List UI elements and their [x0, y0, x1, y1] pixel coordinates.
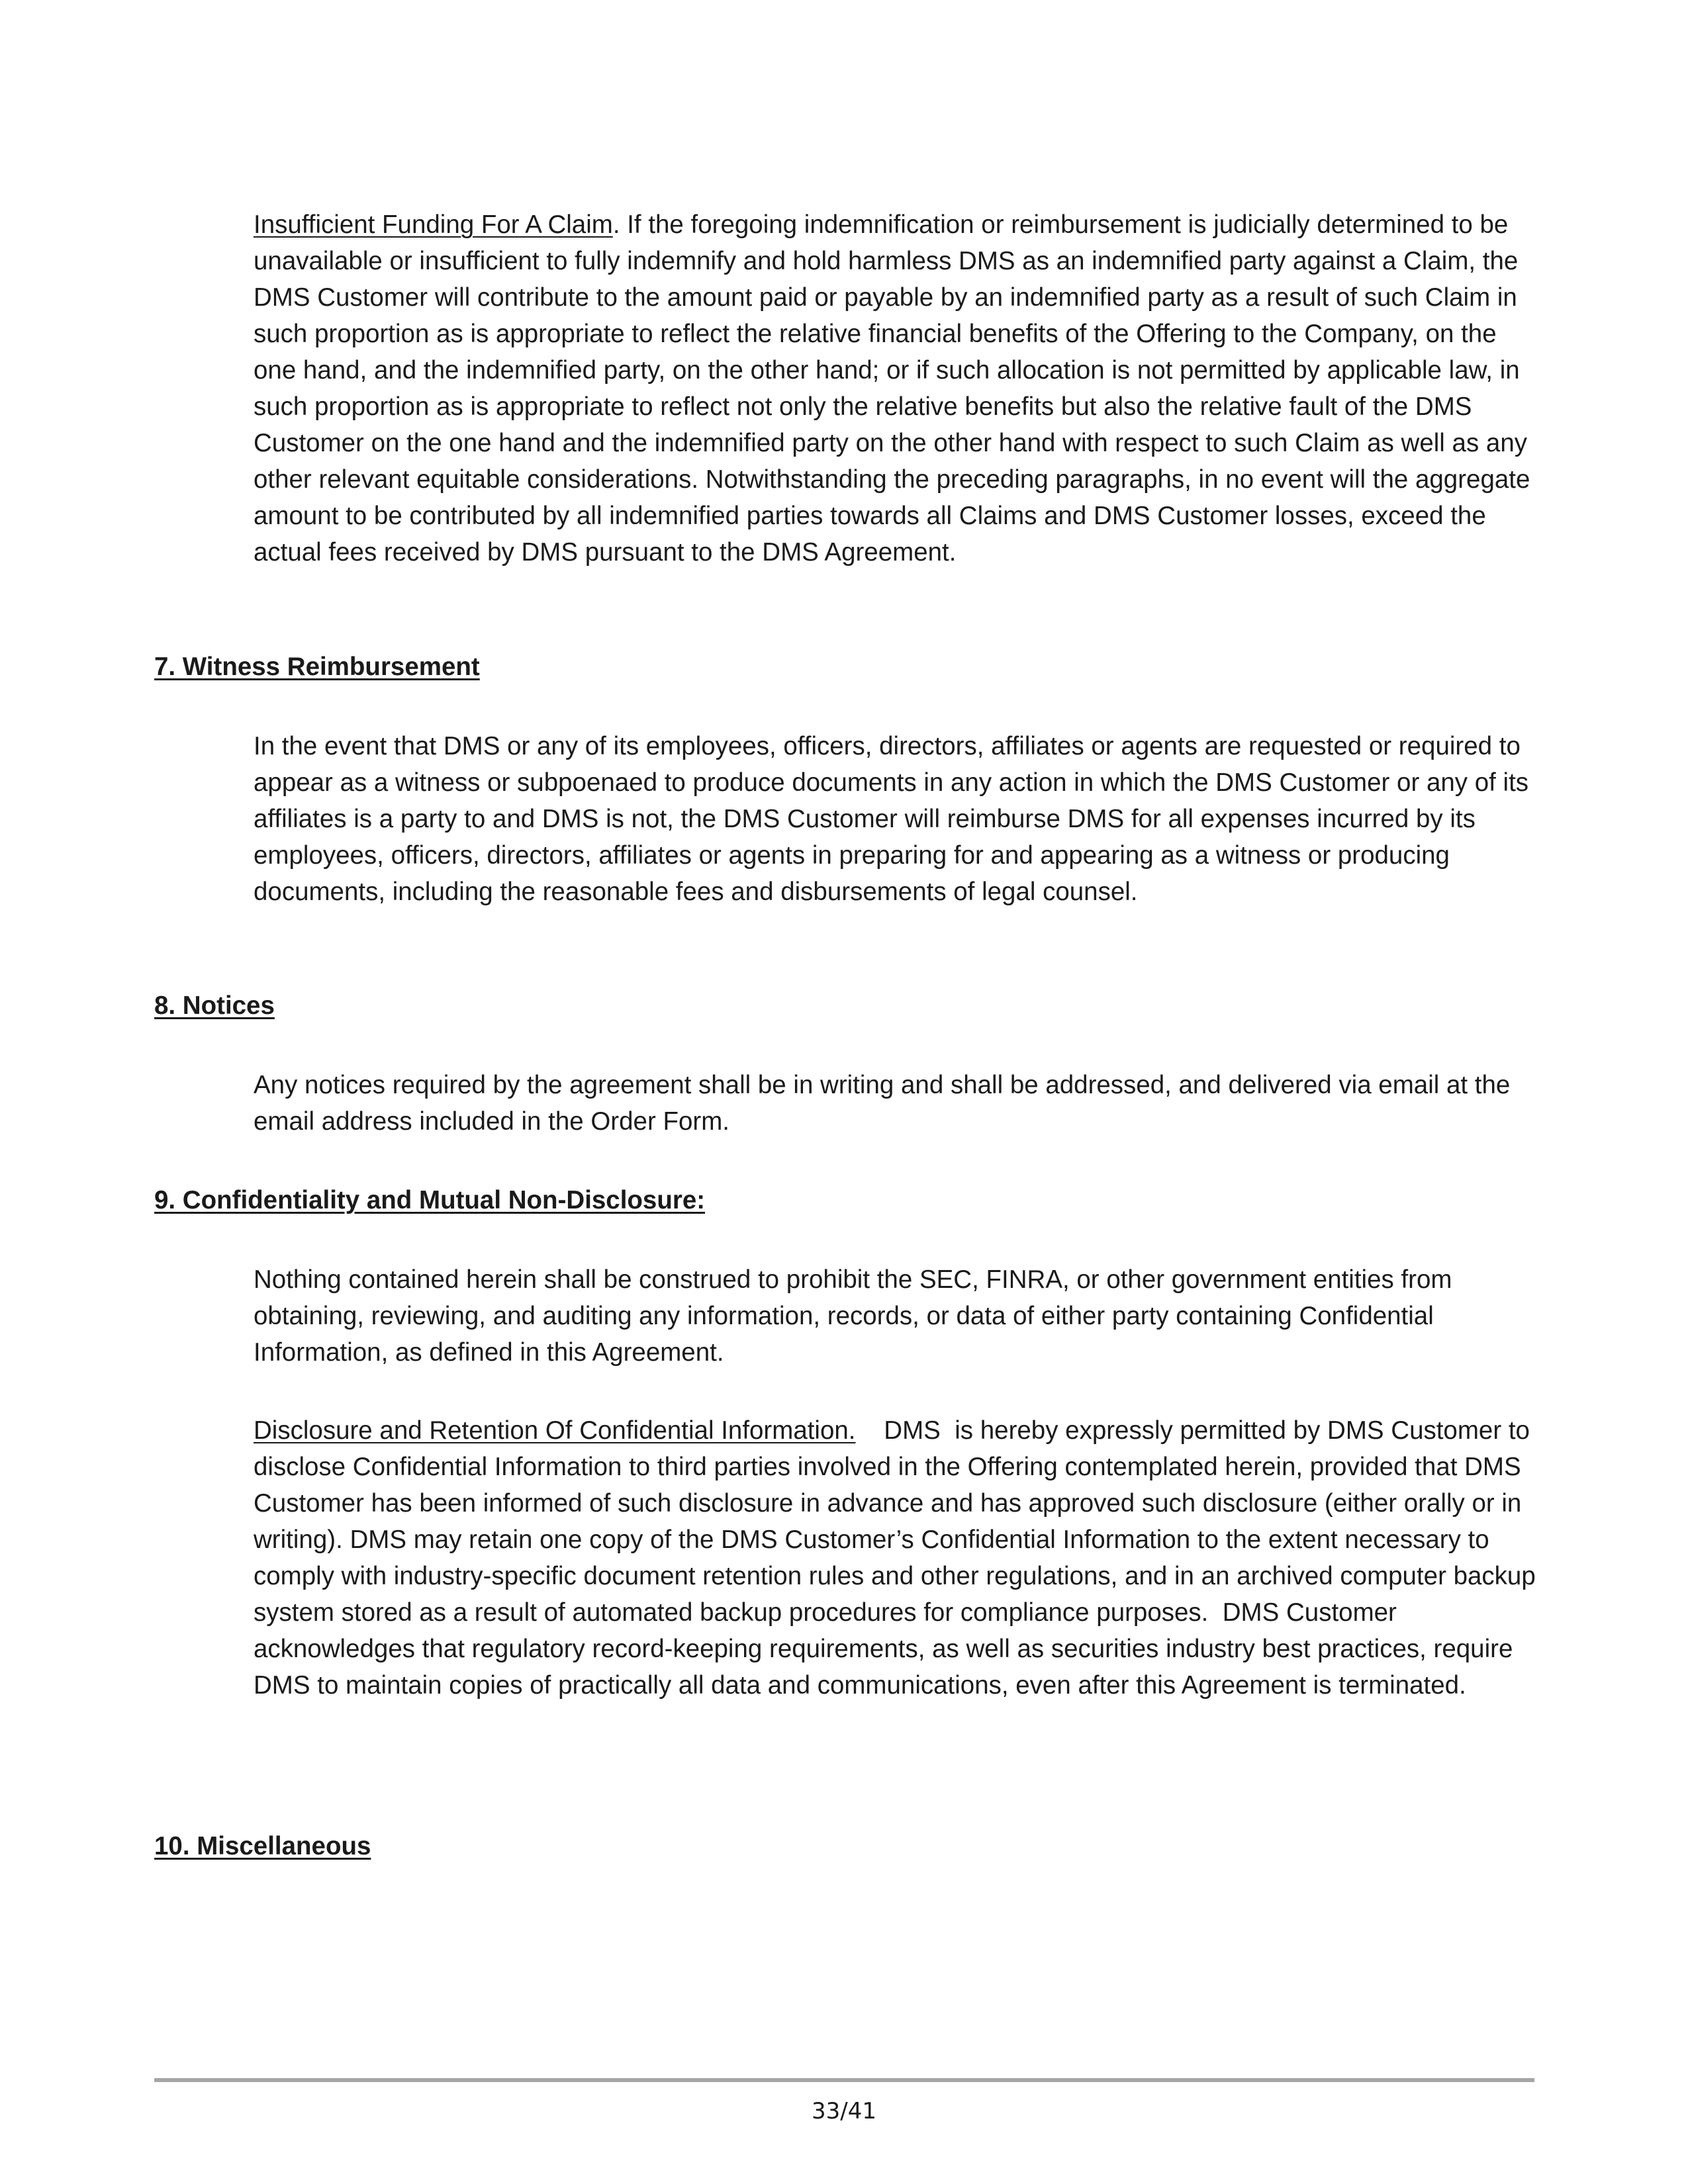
disclosure-body: DMS is hereby expressly permitted by DMS Customer to disclose Confidential Information to third parties involved in the Offering contemplated herein, provided that DMS Customer has been informed of such disclosure in advance and has approved such disclosure (either orally or in writing). DMS may retain one copy of the DMS Customer’s Confidential Information to the extent necessary to comply with industry-specific document retention rules and other regulations, and in an archived computer backup system stored as a result of automated backup procedures for compliance purposes. DMS Customer acknowledges that regulatory record-keeping requirements, as well as securities industry best practices, require DMS to maintain copies of practically all data and communications, even after this Agreement is terminated. — [254, 1416, 1543, 1700]
section-7-body: In the event that DMS or any of its employees, officers, directors, affiliates or agents are requested or required to appear as a witness or subpoenaed to produce documents in any action in which the DMS Customer or any of its affiliates is a party to and DMS is not, the DMS Customer will reimburse DMS for all expenses incurred by its employees, officers, directors, affiliates or agents in preparing for and appearing as a witness or producing documents, including the reasonable fees and disbursements of legal counsel. — [254, 732, 1529, 906]
section-8-body: Any notices required by the agreement shall be in writing and shall be addressed, and delivered via email at the email address included in the Order Form. — [254, 1071, 1511, 1136]
disclosure-label: Disclosure and Retention Of Confidential Information. — [254, 1416, 856, 1445]
section-8-heading: 8. Notices — [154, 991, 275, 1020]
page-number: 33/41 — [812, 2098, 876, 2124]
insufficient-funding-paragraph — [254, 206, 1544, 570]
disclosure-paragraph — [254, 1412, 1544, 1704]
section-7-heading: 7. Witness Reimbursement — [154, 653, 480, 681]
section-9-heading: 9. Confidentiality and Mutual Non-Disclosure: — [154, 1186, 706, 1214]
insufficient-funding-body: . If the foregoing indemnification or reimbursement is judicially determined to be unavailable or insufficient to fully indemnify and hold harmless DMS as an indemnified party against a Claim, the DMS Customer will contribute to the amount paid or payable by an indemnified party as a result of such Claim in such proportion as is appropriate to reflect the relative financial benefits of the Offering to the Company, on the one hand, and the indemnified party, on the other hand; or if such allocation is not permitted by applicable law, in such proportion as is appropriate to reflect not only the relative benefits but also the relative fault of the DMS Customer on the one hand and the indemnified party on the other hand with respect to such Claim as well as any other relevant equitable considerations. Notwithstanding the preceding paragraphs, in no event will the aggregate amount to be contributed by all indemnified parties towards all Claims and DMS Customer losses, exceed the actual fees received by DMS pursuant to the DMS Agreement. — [254, 210, 1530, 567]
section-9-body: Nothing contained herein shall be construed to prohibit the SEC, FINRA, or other government entities from obtaining, reviewing, and auditing any information, records, or data of either party containing Confidential Information, as defined in this Agreement. — [254, 1265, 1452, 1367]
section-10-heading: 10. Miscellaneous — [154, 1832, 371, 1860]
footer-divider — [154, 2078, 1534, 2082]
insufficient-funding-label: Insufficient Funding For A Claim — [254, 210, 613, 239]
